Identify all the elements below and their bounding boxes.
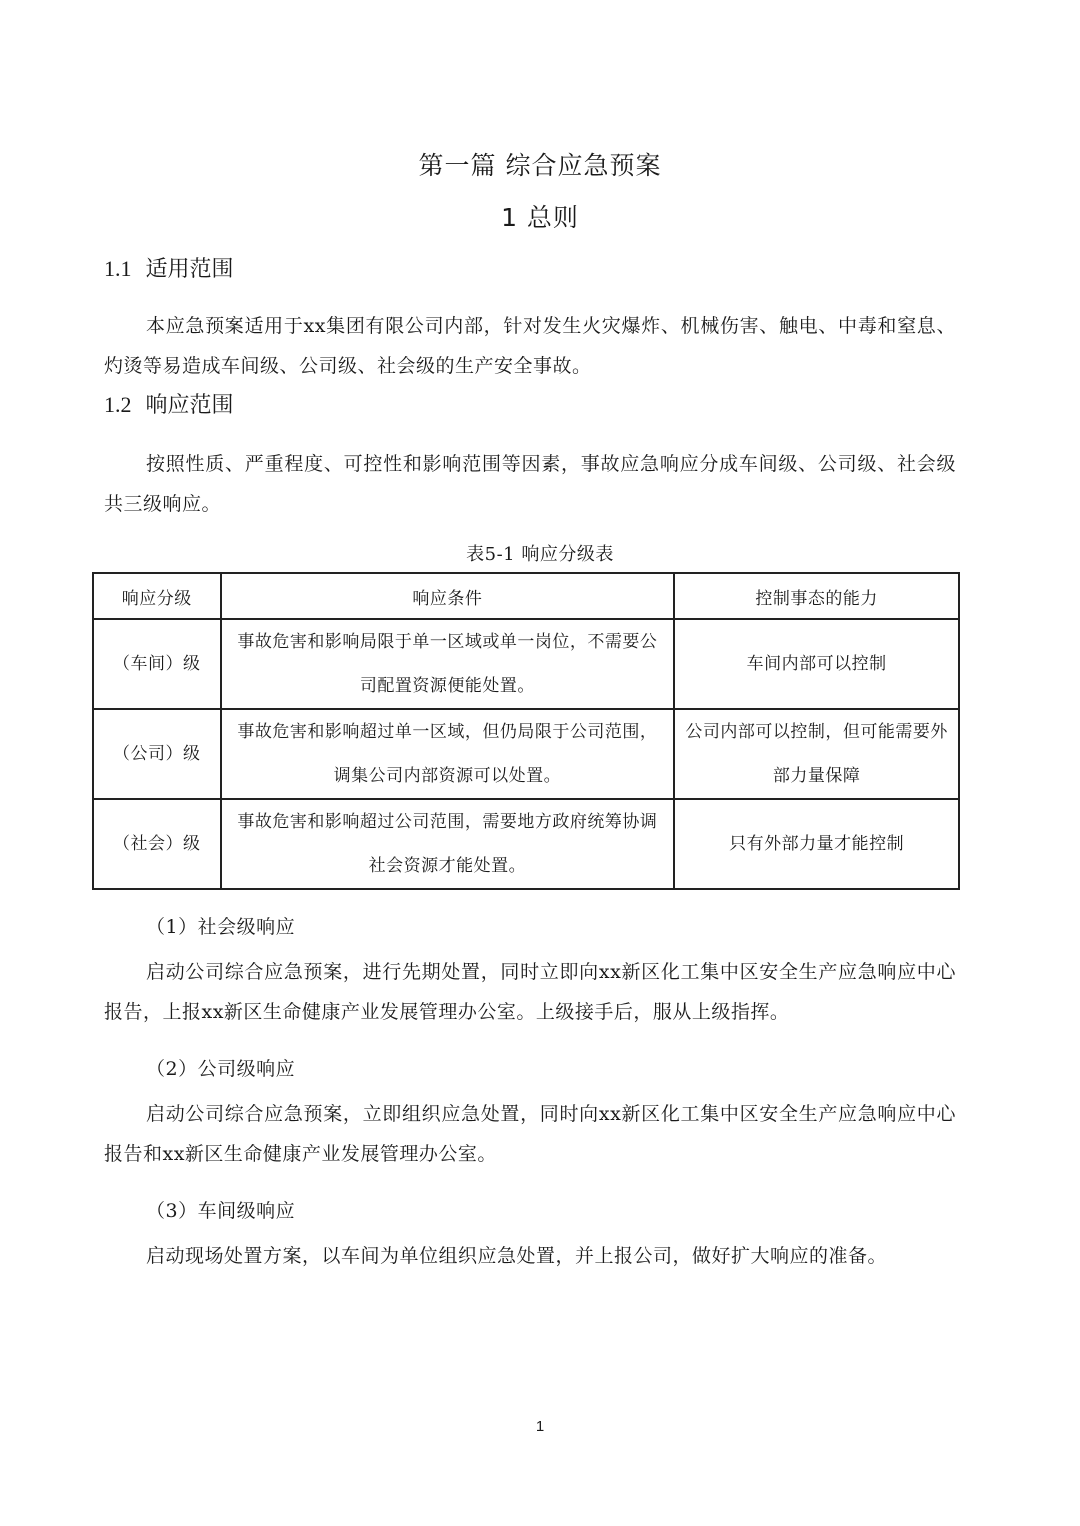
cell-condition: 事故危害和影响超过公司范围，需要地方政府统筹协调社会资源才能处置。 xyxy=(221,799,675,889)
paragraph-response-range: 按照性质、严重程度、可控性和影响范围等因素，事故应急响应分成车间级、公司级、社会级共三级响应。 xyxy=(104,453,956,515)
table-header-row xyxy=(93,573,959,619)
item-3-text: 启动现场处置方案，以车间为单位组织应急处置，并上报公司，做好扩大响应的准备。 xyxy=(146,1245,888,1267)
cell-capability: 只有外部力量才能控制 xyxy=(674,799,959,889)
section-title: 适用范围 xyxy=(145,257,234,282)
response-level-table xyxy=(92,572,960,890)
cell-level: （公司）级 xyxy=(93,709,221,799)
table-row xyxy=(93,799,959,889)
section-number: 1.1 xyxy=(104,256,132,281)
item-2-text: 启动公司综合应急预案，立即组织应急处置，同时向xx新区化工集中区安全生产应急响应中心报告和xx新区生命健康产业发展管理办公室。 xyxy=(104,1103,956,1165)
item-2-label: （2）公司级响应 xyxy=(146,1058,296,1080)
cell-condition: 事故危害和影响局限于单一区域或单一岗位，不需要公司配置资源便能处置。 xyxy=(221,619,675,709)
header-condition: 响应条件 xyxy=(221,573,675,619)
cell-condition: 事故危害和影响超过单一区域，但仍局限于公司范围，调集公司内部资源可以处置。 xyxy=(221,709,675,799)
cell-level: （车间）级 xyxy=(93,619,221,709)
table-row xyxy=(93,619,959,709)
section-number: 1.2 xyxy=(104,392,132,417)
item-1-text: 启动公司综合应急预案，进行先期处置，同时立即向xx新区化工集中区安全生产应急响应中心报告，上报xx新区生命健康产业发展管理办公室。上级接手后，服从上级指挥。 xyxy=(104,961,956,1023)
header-capability: 控制事态的能力 xyxy=(674,573,959,619)
section-title: 响应范围 xyxy=(145,393,234,418)
cell-capability: 车间内部可以控制 xyxy=(674,619,959,709)
header-level: 响应分级 xyxy=(93,573,221,619)
paragraph-scope: 本应急预案适用于xx集团有限公司内部，针对发生火灾爆炸、机械伤害、触电、中毒和窒息、灼烫等易造成车间级、公司级、社会级的生产安全事故。 xyxy=(104,315,956,377)
section-heading-1-2 xyxy=(104,388,234,419)
section-heading-1-1 xyxy=(104,252,234,283)
item-1-label: （1）社会级响应 xyxy=(146,916,296,938)
table-caption: 表5-1 响应分级表 xyxy=(466,544,614,565)
table-row xyxy=(93,709,959,799)
chapter-title: 1 总则 xyxy=(501,203,579,232)
part-title: 第一篇 综合应急预案 xyxy=(418,151,662,180)
cell-capability: 公司内部可以控制，但可能需要外部力量保障 xyxy=(674,709,959,799)
cell-level: （社会）级 xyxy=(93,799,221,889)
item-3-label: （3）车间级响应 xyxy=(146,1200,296,1222)
page-number: 1 xyxy=(535,1418,545,1435)
